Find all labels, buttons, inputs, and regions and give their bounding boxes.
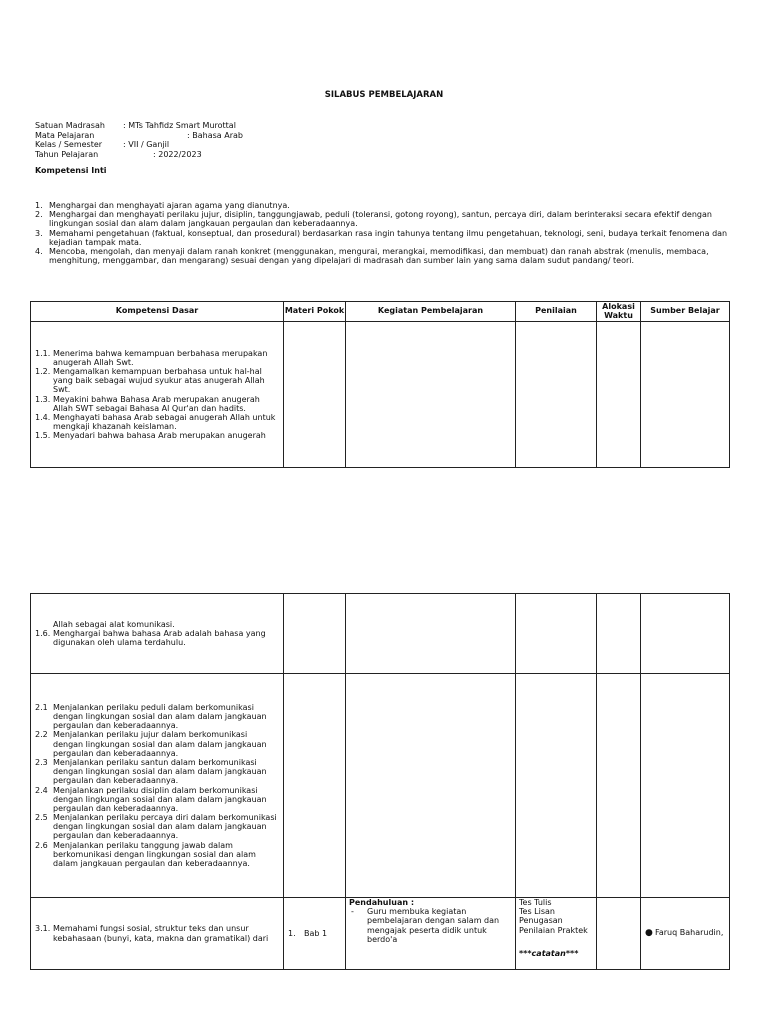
alokasi-cell: [597, 594, 641, 674]
kd-number: 1.5.: [35, 431, 51, 441]
kd-number: 1.1.: [35, 348, 51, 358]
materi-cell: [284, 594, 346, 674]
kd-number: 2.5: [35, 813, 48, 823]
kd-number: 2.1: [35, 702, 48, 712]
kd-item: [35, 841, 279, 869]
kd-item: [35, 786, 279, 814]
header-sumber-belajar: Sumber Belajar: [641, 302, 730, 322]
penilaian-item: Penugasan: [519, 916, 563, 926]
kegiatan-heading: Pendahuluan :: [349, 898, 415, 907]
kd-text: Meyakini bahwa Bahasa Arab merupakan anugerah Allah SWT sebagai Bahasa Al Qur'an dan hadits.: [53, 394, 260, 413]
header-kegiatan-pembelajaran: Kegiatan Pembelajaran: [346, 302, 516, 322]
kd-cell: [31, 898, 284, 970]
penilaian-item: Tes Tulis: [519, 898, 552, 907]
info-label: Satuan Madrasah: [35, 121, 105, 130]
catatan-note: ***catatan***: [519, 948, 579, 958]
sumber-cell: [641, 322, 730, 468]
sumber-cell: [641, 594, 730, 674]
kd-number: 1.3.: [35, 394, 51, 404]
info-value: : Bahasa Arab: [187, 130, 243, 140]
kegiatan-cell: [346, 898, 516, 970]
kd-number: 2.4: [35, 785, 48, 795]
kd-text: Mengamalkan kemampuan berbahasa untuk hal-hal yang baik sebagai wujud syukur atas anugerah Allah Swt.: [53, 366, 265, 395]
info-value: : 2022/2023: [153, 149, 202, 159]
ki-number: 4.: [35, 246, 43, 256]
kd-number: 1.6.: [35, 628, 51, 638]
kd-text: Menjalankan perilaku disiplin dalam berkomunikasi dengan lingkungan sosial dan alam dalam jangkauan pergaulan dan keberadaannya.: [53, 785, 267, 813]
ki-heading: Kompetensi Inti: [35, 166, 107, 175]
kd-item: [35, 395, 279, 413]
kd-text: Menjalankan perilaku santun dalam berkomunikasi dengan lingkungan sosial dan alam dalam jangkauan pergaulan dan keberadaannya.: [53, 757, 267, 786]
header-materi-pokok: Materi Pokok: [284, 302, 346, 322]
ki-item: [35, 229, 735, 247]
kd-cell: [31, 674, 284, 898]
ki-item: [35, 247, 735, 265]
info-label: Mata Pelajaran: [35, 130, 95, 140]
ki-item: [35, 210, 735, 228]
kd-number: 1.4.: [35, 412, 51, 422]
kd-item: [35, 730, 279, 758]
kd-cell: [31, 322, 284, 468]
kd-text: Menjalankan perilaku percaya diri dalam berkomunikasi dengan lingkungan sosial dan alam dalam jangkauan pergaulan dan keberadaannya.: [53, 813, 277, 841]
document-title: SILABUS PEMBELAJARAN: [324, 90, 444, 100]
penilaian-item: Penilaian Praktek: [519, 925, 588, 935]
ki-number: 1.: [35, 201, 43, 210]
kd-number: 2.6: [35, 840, 48, 850]
kd-item: [35, 367, 279, 395]
kd-item: [35, 758, 279, 786]
kegiatan-text: Guru membuka kegiatan pembelajaran dengan salam dan mengajak peserta didik untuk berdo'a: [367, 907, 500, 944]
penilaian-cell: [516, 898, 597, 970]
kd-item: [35, 629, 279, 647]
penilaian-cell: [516, 674, 597, 898]
kd-text: Menjalankan perilaku jujur dalam berkomunikasi dengan lingkungan sosial dan alam dalam jangkauan pergaulan dan keberadaannya.: [53, 730, 267, 758]
kd-text: Menghayati bahasa Arab sebagai anugerah Allah untuk mengkaji khazanah keislaman.: [53, 412, 276, 432]
kd-item: [35, 813, 279, 841]
kd-number: 1.2.: [35, 366, 51, 376]
penilaian-item: Tes Lisan: [519, 907, 555, 917]
kd-text: Menjalankan perilaku tanggung jawab dalam berkomunikasi dengan lingkungan sosial dan alam dalam jangkauan pergaulan dan keberadaannya.: [53, 840, 256, 868]
kegiatan-item: [349, 907, 512, 944]
materi-cell: [284, 674, 346, 898]
ki-item: [35, 201, 735, 210]
kegiatan-cell: [346, 322, 516, 468]
ki-text: Mencoba, mengolah, dan menyaji dalam ranah konkret (menggunakan, mengurai, merangkai, memodifikasi, dan membuat) dan ranah abstrak (menulis, membaca, menghitung, menggambar, dan mengarang) sesuai dengan yang dipelajari di madrasah dan sumber lain yang sama dalam sudut pandang/ teori.: [49, 246, 709, 266]
materi-number: 1.: [288, 928, 296, 938]
info-value: : VII / Ganjil: [123, 140, 170, 149]
alokasi-cell: [597, 674, 641, 898]
header-penilaian: Penilaian: [516, 302, 597, 322]
penilaian-cell: [516, 322, 597, 468]
ki-list: [35, 201, 735, 265]
header-kompetensi-dasar: Kompetensi Dasar: [31, 302, 284, 322]
info-value: : MTs Tahfidz Smart Murottal: [123, 121, 236, 130]
kd-text: Menerima bahwa kemampuan berbahasa merupakan anugerah Allah Swt.: [53, 348, 268, 367]
sumber-text: Faruq Baharudin,: [655, 928, 724, 938]
ki-number: 2.: [35, 210, 43, 220]
kd-number: 2.2: [35, 730, 48, 740]
sumber-cell: [641, 674, 730, 898]
kd-text: Menyadari bahwa bahasa Arab merupakan anugerah: [53, 431, 266, 441]
ki-text: Memahami pengetahuan (faktual, konseptual, dan prosedural) berdasarkan rasa ingin tahunya tentang ilmu pengetahuan, teknologi, seni, budaya terkait fenomena dan kejadian tampak mata.: [49, 228, 728, 247]
kd-number: 2.3: [35, 757, 48, 767]
penilaian-cell: [516, 594, 597, 674]
kd-item: [35, 431, 279, 440]
kd-text: Menjalankan perilaku peduli dalam berkomunikasi dengan lingkungan sosial dan alam dalam jangkauan pergaulan dan keberadaannya.: [53, 702, 267, 731]
info-label: Tahun Pelajaran: [35, 149, 99, 159]
ki-number: 3.: [35, 228, 43, 238]
sumber-cell: [641, 898, 730, 970]
bullet-icon: ●: [645, 928, 653, 939]
syllabus-table-2: [30, 593, 730, 970]
alokasi-cell: [597, 322, 641, 468]
kd-text: Menghargai bahwa bahasa Arab adalah bahasa yang digunakan oleh ulama terdahulu.: [53, 628, 266, 648]
materi-cell: [284, 322, 346, 468]
kd-item: [35, 924, 279, 942]
kd-item: [35, 703, 279, 731]
kd-item: [35, 413, 279, 431]
kd-number: 3.1.: [35, 924, 51, 934]
kd-item: [35, 349, 279, 367]
ki-text: Menghargai dan menghayati perilaku jujur, disiplin, tanggungjawab, peduli (toleransi, gotong royong), santun, percaya diri, dalam berinteraksi secara efektif dengan lingkungan sosial dan alam dalam jangkauan pergaulan dan keberadaannya.: [49, 210, 712, 229]
kd-cell: [31, 594, 284, 674]
kd-text: Memahami fungsi sosial, struktur teks dan unsur kebahasaan (bunyi, kata, makna dan gramatikal) dari: [53, 924, 269, 943]
alokasi-cell: [597, 898, 641, 970]
kegiatan-bullet: -: [351, 907, 354, 917]
materi-cell: [284, 898, 346, 970]
kegiatan-cell: [346, 674, 516, 898]
kegiatan-cell: [346, 594, 516, 674]
header-alokasi-waktu: Alokasi Waktu: [597, 302, 641, 322]
materi-text: Bab 1: [304, 928, 328, 938]
ki-text: Menghargai dan menghayati ajaran agama yang dianutnya.: [49, 201, 290, 210]
syllabus-table-1: [30, 301, 730, 468]
info-label: Kelas / Semester: [35, 140, 103, 149]
kd-continuation: Allah sebagai alat komunikasi.: [53, 619, 175, 629]
